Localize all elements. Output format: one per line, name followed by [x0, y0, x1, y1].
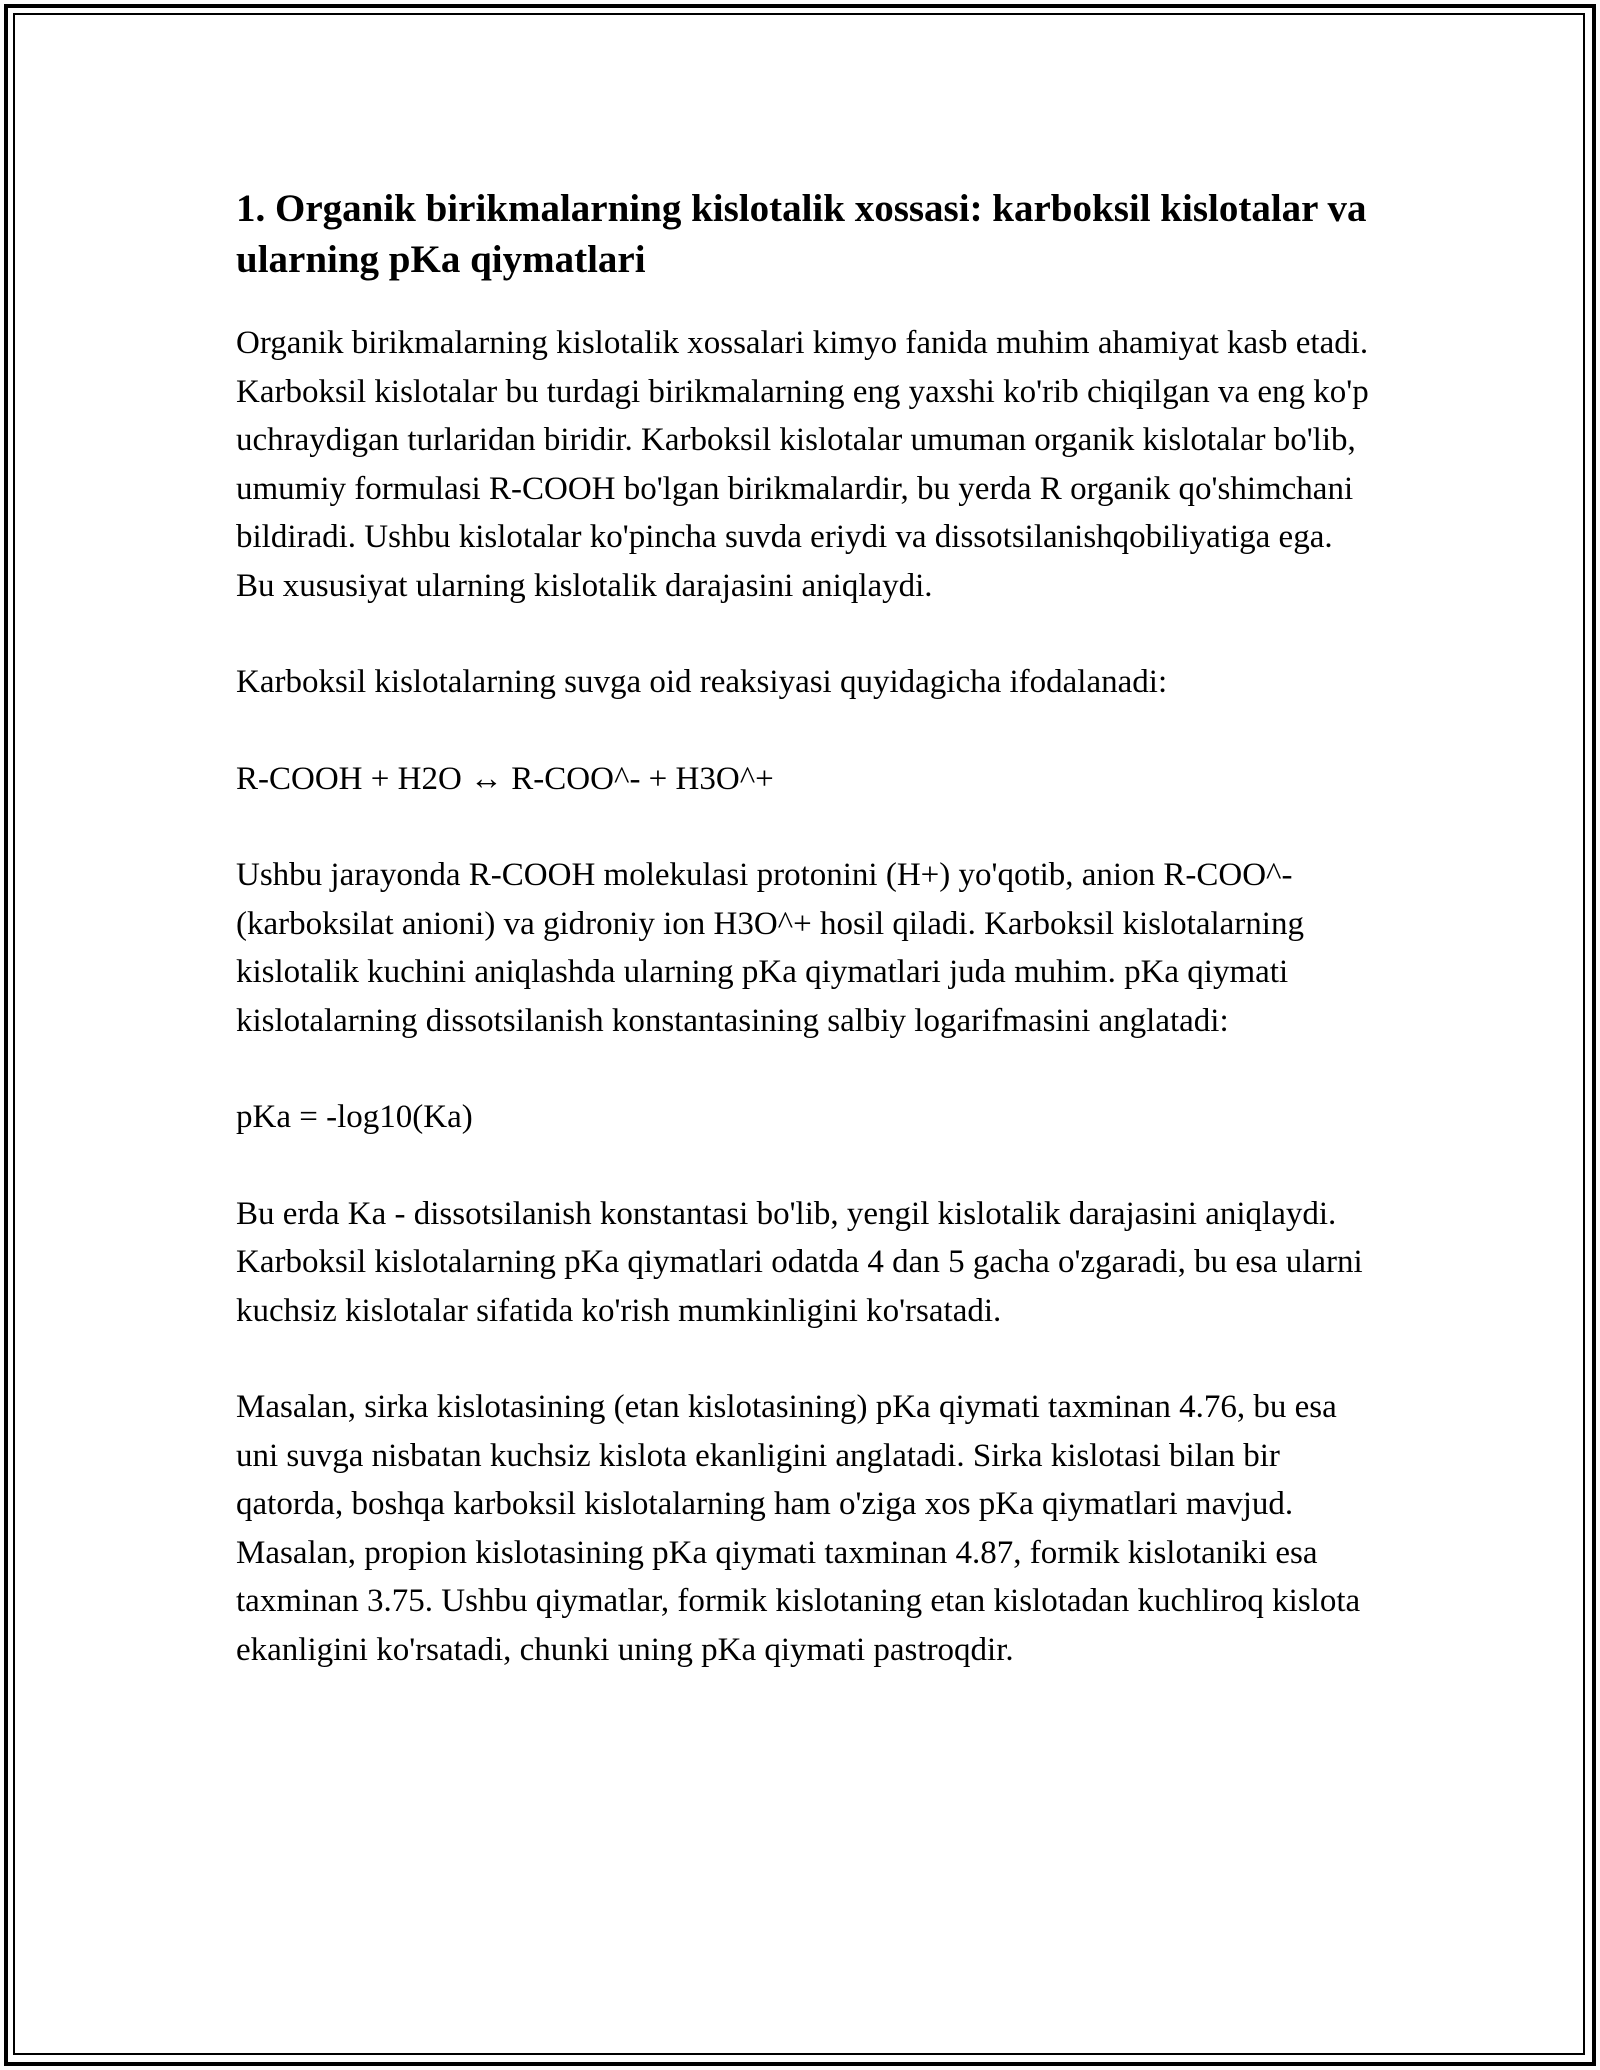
section-heading: 1. Organik birikmalarning kislotalik xossasi: karboksil kislotalar va ularning pKa qiymatlari	[236, 187, 1367, 281]
paragraph-examples: Masalan, sirka kislotasining (etan kislotasining) pKa qiymati taxminan 4.76, bu esa uni suvga nisbatan kuchsiz kislota ekanligini anglatadi. Sirka kislotasi bilan bir qatorda, boshqa karboksil kislotalarning ham o'ziga xos pKa qiymatlari mavjud. Masalan, propion kislotasining pKa qiymati taxminan 4.87, formik kislotaniki esa taxminan 3.75. Ushbu qiymatlar, formik kislotaning etan kislotadan kuchliroq kislota ekanligini ko'rsatadi, chunki uning pKa qiymati pastroqdir.	[236, 1389, 1361, 1668]
document-body	[236, 183, 1376, 1722]
reaction-equation: R-COOH + H2O ↔ R-COO^- + H3O^+	[236, 760, 774, 797]
paragraph-reaction-intro: Karboksil kislotalarning suvga oid reaksiyasi quyidagicha ifodalanadi:	[236, 664, 1168, 700]
paragraph-dissociation: Ushbu jarayonda R-COOH molekulasi protonini (H+) yo'qotib, anion R-COO^- (karboksilat anioni) va gidroniy ion H3O^+ hosil qiladi. Karboksil kislotalarning kislotalik kuchini aniqlashda ularning pKa qiymatlari juda muhim. pKa qiymati kislotalarning dissotsilanish konstantasining salbiy logarifmasini anglatadi:	[236, 857, 1304, 1039]
paragraph-ka-definition: Bu erda Ka - dissotsilanish konstantasi bo'lib, yengil kislotalik darajasini aniqlaydi. Karboksil kislotalarning pKa qiymatlari odatda 4 dan 5 gacha o'zgaradi, bu esa ularni kuchsiz kislotalar sifatida ko'rish mumkinligini ko'rsatadi.	[236, 1195, 1363, 1329]
paragraph-intro: Organik birikmalarning kislotalik xossalari kimyo fanida muhim ahamiyat kasb etadi. Karboksil kislotalar bu turdagi birikmalarning eng yaxshi ko'rib chiqilgan va eng ko'p uchraydigan turlaridan biridir. Karboksil kislotalar umuman organik kislotalar bo'lib, umumiy formulasi R-COOH bo'lgan birikmalardir, bu yerda R organik qo'shimchani bildiradi. Ushbu kislotalar ko'pincha suvda eriydi va dissotsilanishqobiliyatiga ega. Bu xususiyat ularning kislotalik darajasini aniqlaydi.	[236, 325, 1369, 604]
pka-formula: pKa = -log10(Ka)	[236, 1099, 473, 1135]
